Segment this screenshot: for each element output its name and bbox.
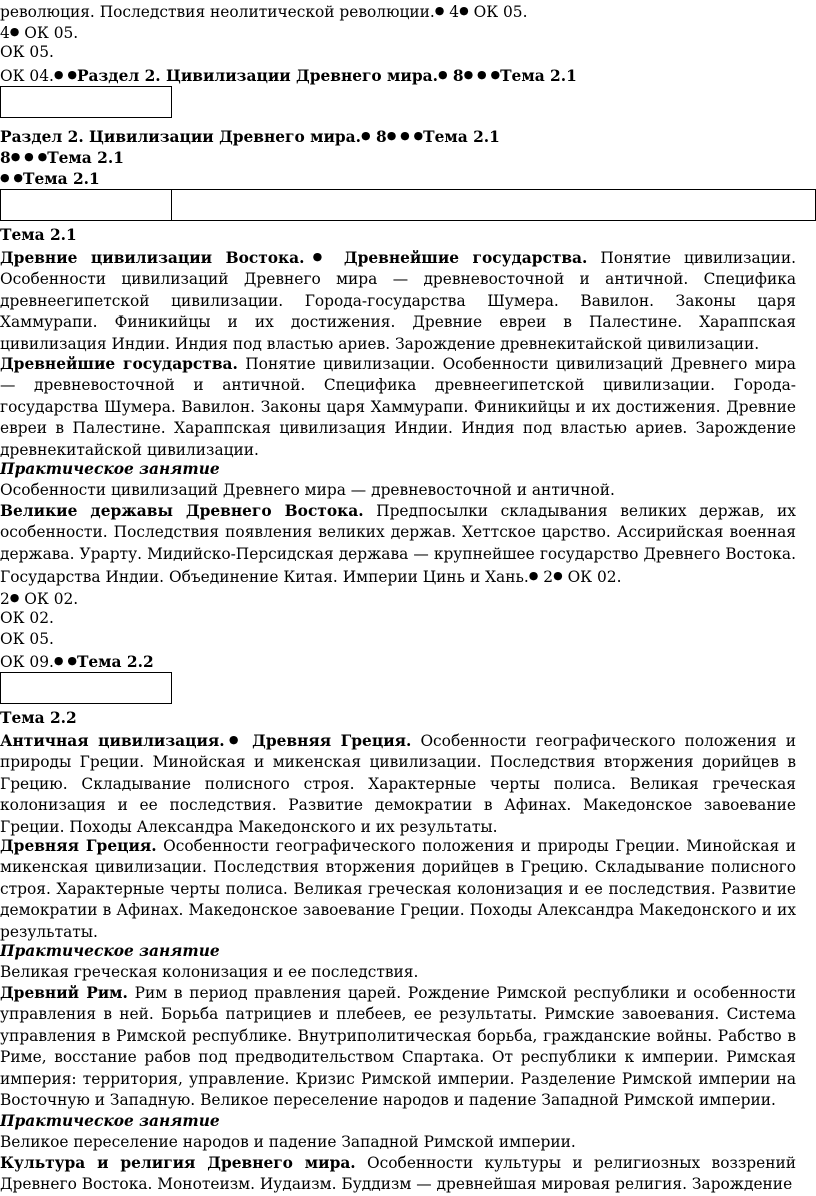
practice-label-2: Практическое занятие <box>0 942 220 960</box>
practice-text-3: Великое переселение народов и падение Западной Римской империи. <box>0 1133 576 1151</box>
section-line-3: ● ●Тема 2.1 <box>0 170 100 188</box>
theme-2-1-paragraph-3: Великие державы Древнего Востока. Предпосылки складывания великих держав, их особенности. Последствия появления великих держав. Хеттское царство. Ассирийская военная держава. Урарту. Мидийско-Персидская держава — крупнейшее государство Древнего Востока. Государства Индии. Объединение Китая. Империи Цинь и Хань.● 2● ОК 02. <box>0 502 796 587</box>
theme-2-2-paragraph-1: Античная цивилизация.● Древняя Греция. Особенности географического положения и природы Греции. Минойская и микенская цивилизации. Последствия вторжения дорийцев в Грецию. Складывание полисного строя. Характерные черты полиса. Великая греческая колонизация и ее последствия. Развитие демократии в Афинах. Македонское завоевание Греции. Походы Александра Македонского и их результаты. <box>0 732 796 836</box>
table-cell-empty <box>0 189 172 221</box>
table-cell-empty <box>0 86 172 118</box>
table-cell-empty-right <box>171 189 816 221</box>
header-line-4: ОК 04.● ●Раздел 2. Цивилизации Древнего мира.● 8● ● ●Тема 2.1 <box>0 67 577 85</box>
theme-2-1-label: Тема 2.1 <box>0 226 77 244</box>
header-line-3: ОК 05. <box>0 43 54 61</box>
theme-2-1-paragraph-1: Древние цивилизации Востока.● Древнейшие государства. Понятие цивилизации. Особенности цивилизаций Древнего мира — древневосточной и античной. Специфика древнеегипетской цивилизации. Города-государства Шумера. Вавилон. Законы царя Хаммурапи. Финикийцы и их достижения. Древние евреи в Палестине. Хараппская цивилизация Индии. Индия под властью ариев. Зарождение древнекитайской цивилизации. <box>0 249 796 353</box>
practice-label: Практическое занятие <box>0 460 220 478</box>
after-line-2: ОК 02. <box>0 609 54 627</box>
after-line-1: 2● ОК 02. <box>0 590 79 608</box>
theme-2-1-paragraph-2: Древнейшие государства. Понятие цивилизации. Особенности цивилизаций Древнего мира — древневосточной и античной. Специфика древнеегипетской цивилизации. Города-государства Шумера. Вавилон. Законы царя Хаммурапи. Финикийцы и их достижения. Древние евреи в Палестине. Хараппская цивилизация Индии. Индия под властью ариев. Зарождение древнекитайской цивилизации. <box>0 355 796 459</box>
header-line-2: 4● ОК 05. <box>0 24 79 42</box>
practice-label-3: Практическое занятие <box>0 1112 220 1130</box>
section-line-1: Раздел 2. Цивилизации Древнего мира.● 8● ● ●Тема 2.1 <box>0 128 500 146</box>
theme-2-2-label: Тема 2.2 <box>0 709 77 727</box>
theme-2-2-paragraph-4: Культура и религия Древнего мира. Особенности культуры и религиозных воззрений Древнего Востока. Монотеизм. Иудаизм. Буддизм — древнейшая мировая религия. Зарождение <box>0 1154 796 1194</box>
after-line-4: ОК 09.● ●Тема 2.2 <box>0 653 154 671</box>
practice-text: Особенности цивилизаций Древнего мира — древневосточной и античной. <box>0 481 615 499</box>
section-line-2: 8● ● ●Тема 2.1 <box>0 149 124 167</box>
theme-2-2-paragraph-2: Древняя Греция. Особенности географического положения и природы Греции. Минойская и микенская цивилизации. Последствия вторжения дорийцев в Грецию. Складывание полисного строя. Характерные черты полиса. Великая греческая колонизация и ее последствия. Развитие демократии в Афинах. Македонское завоевание Греции. Походы Александра Македонского и их результаты. <box>0 837 796 941</box>
practice-text-2: Великая греческая колонизация и ее последствия. <box>0 963 419 981</box>
header-line-1: революция. Последствия неолитической революции.● 4● ОК 05. <box>0 3 528 21</box>
theme-2-2-paragraph-3: Древний Рим. Рим в период правления царей. Рождение Римской республики и особенности управления в ней. Борьба патрициев и плебеев, ее результаты. Римские завоевания. Система управления в Римской республике. Внутриполитическая борьба, гражданские войны. Рабство в Риме, восстание рабов под предводительством Спартака. От республики к империи. Римская империя: территория, управление. Кризис Римской империи. Разделение Римской империи на Восточную и Западную. Великое переселение народов и падение Западной Римской империи. <box>0 984 797 1110</box>
after-line-3: ОК 05. <box>0 630 54 648</box>
table-cell-empty <box>0 672 172 704</box>
